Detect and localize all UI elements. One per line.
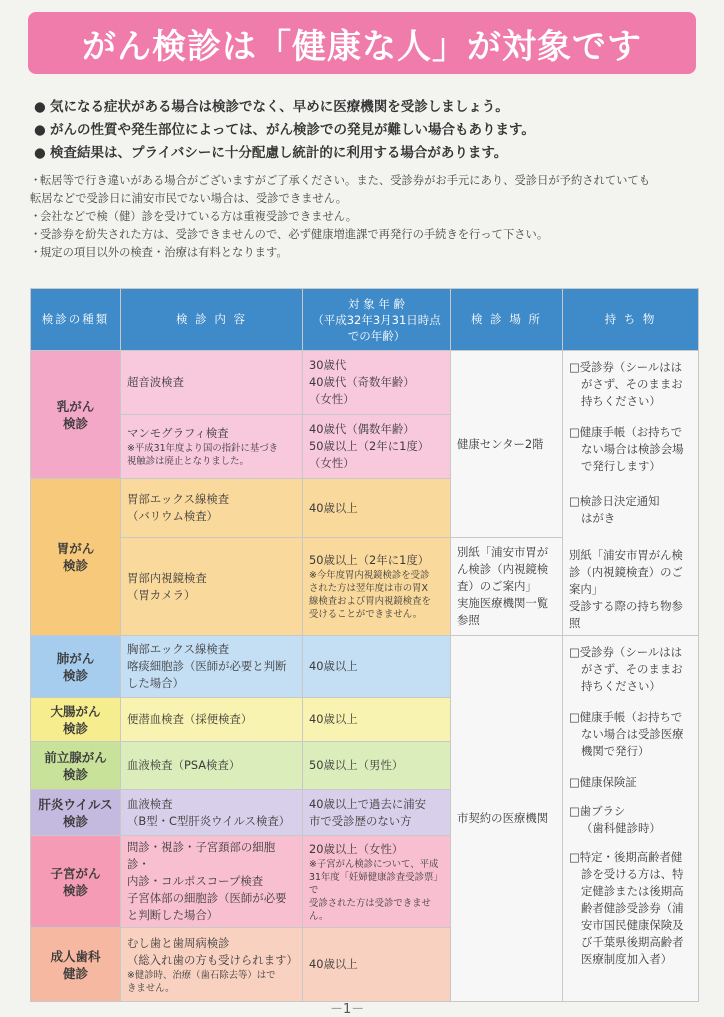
header-type: 検診の種類 bbox=[31, 289, 121, 351]
content-cell: 血液検査 （B型・C型肝炎ウイルス検査） bbox=[121, 790, 303, 836]
header-items: 持 ち 物 bbox=[563, 289, 699, 351]
header-place: 検 診 場 所 bbox=[451, 289, 563, 351]
content-cell: 胃部内視鏡検査 （胃カメラ） bbox=[121, 538, 303, 636]
content-cell: 血液検査（PSA検査） bbox=[121, 742, 303, 790]
items-bottom bbox=[563, 636, 699, 1002]
checklist-item: □特定・後期高齢者健 診を受ける方は、特 定健診または後期高 齢者健診受診券（浦 安市国民健康保険及 び千葉県後期高齢者 医療制度加入者） bbox=[569, 850, 684, 966]
key-points bbox=[34, 96, 704, 165]
checklist-item: □受診券（シールはは がさず、そのままお 持ちください） bbox=[569, 360, 683, 408]
type-colon: 大腸がん 検診 bbox=[31, 698, 121, 742]
header-age: 対 象 年 齢 （平成32年3月31日時点 での年齢） bbox=[303, 289, 451, 351]
place-clinic: 市契約の医療機関 bbox=[451, 636, 563, 1002]
place-endoscopy: 別紙「浦安市胃が ん検診（内視鏡検 査）のご案内」 実施医療機関一覧 参照 bbox=[451, 538, 563, 636]
content-cell: 問診・視診・子宮頚部の細胞診・ 内診・コルポスコープ検査 子宮体部の細胞診（医師が必要 と判断した場合） bbox=[121, 836, 303, 928]
note: ・転居等で行き違いがある場合がございますがご了承ください。また、受診券がお手元にあり、受診日が予約されていても bbox=[30, 174, 651, 187]
age-cell: 40歳以上 bbox=[303, 928, 451, 1002]
content-cell: むし歯と歯周病検診 （総入れ歯の方も受けられます） ※健診時、治療（歯石除去等）はで きません。 bbox=[121, 928, 303, 1002]
page-title: がん検診は「健康な人」が対象です bbox=[82, 26, 642, 67]
content-cell: 胸部エックス線検査 喀痰細胞診（医師が必要と判断 した場合） bbox=[121, 636, 303, 698]
title-banner bbox=[28, 12, 696, 74]
checklist-item: □受診券（シールはは がさず、そのままお 持ちください） bbox=[569, 645, 683, 693]
checklist-item: □歯ブラシ （歯科健診時） bbox=[569, 804, 661, 835]
bullet-icon: ● bbox=[34, 99, 46, 115]
type-cervical: 子宮がん 検診 bbox=[31, 836, 121, 928]
checklist-item: □健康手帳（お持ちで ない場合は受診医療 機関で発行） bbox=[569, 710, 684, 758]
key-point: ● 気になる症状がある場合は検診でなく、早めに医療機関を受診しましょう。 bbox=[34, 96, 704, 119]
type-prostate: 前立腺がん 検診 bbox=[31, 742, 121, 790]
header-content: 検 診 内 容 bbox=[121, 289, 303, 351]
note: ・規定の項目以外の検査・治療は有料となります。 bbox=[30, 246, 288, 259]
type-lung: 肺がん 検診 bbox=[31, 636, 121, 698]
age-cell: 40歳以上で過去に浦安 市で受診歴のない方 bbox=[303, 790, 451, 836]
page-number: －1－ bbox=[330, 1002, 365, 1017]
age-cell: 40歳代（偶数年齢） 50歳以上（2年に1度） （女性） bbox=[303, 415, 451, 479]
type-dental: 成人歯科 健診 bbox=[31, 928, 121, 1002]
content-cell: マンモグラフィ検査 ※平成31年度より国の指針に基づき 視触診は廃止となりました。 bbox=[121, 415, 303, 479]
age-cell: 50歳以上（男性） bbox=[303, 742, 451, 790]
age-cell: 40歳以上 bbox=[303, 698, 451, 742]
age-cell: 30歳代 40歳代（奇数年齢） （女性） bbox=[303, 351, 451, 415]
age-cell: 40歳以上 bbox=[303, 636, 451, 698]
note-continuation: 転居などで受診日に浦安市民でない場合は、受診できません。 bbox=[30, 192, 347, 205]
table-row bbox=[31, 351, 699, 415]
place-center: 健康センター2階 bbox=[451, 351, 563, 538]
checklist-item: 別紙「浦安市胃がん検 診（内視鏡検査）のご 案内」 受診する際の持ち物参 照 bbox=[569, 548, 683, 630]
table-header-row bbox=[31, 289, 699, 351]
items-top bbox=[563, 351, 699, 636]
age-cell: 40歳以上 bbox=[303, 479, 451, 538]
content-cell: 超音波検査 bbox=[121, 351, 303, 415]
screening-table bbox=[30, 288, 699, 1002]
age-cell: 50歳以上（2年に1度） ※今年度胃内視鏡検診を受診 された方は翌年度は市の胃X 線検査および胃内視鏡検査を 受けることができません。 bbox=[303, 538, 451, 636]
bullet-icon: ● bbox=[34, 122, 46, 138]
notes bbox=[30, 172, 710, 262]
content-cell: 便潜血検査（採便検査） bbox=[121, 698, 303, 742]
content-cell: 胃部エックス線検査 （バリウム検査） bbox=[121, 479, 303, 538]
checklist-item: □健康保険証 bbox=[569, 775, 637, 789]
type-hepatitis: 肝炎ウイルス 検診 bbox=[31, 790, 121, 836]
table-row bbox=[31, 636, 699, 698]
note: ・会社などで検（健）診を受けている方は重複受診できません。 bbox=[30, 210, 357, 223]
note: ・受診券を紛失された方は、受診できませんので、必ず健康増進課で再発行の手続きを行って下さい。 bbox=[30, 228, 549, 241]
age-cell: 20歳以上（女性） ※子宮がん検診について、平成 31年度「妊婦健康診査受診票」で 受診された方は受診できません。 bbox=[303, 836, 451, 928]
type-breast: 乳がん 検診 bbox=[31, 351, 121, 479]
checklist-item: □健康手帳（お持ちで ない場合は検診会場 で発行します） bbox=[569, 425, 684, 473]
key-point: ● 検査結果は、プライバシーに十分配慮し統計的に利用する場合があります。 bbox=[34, 142, 704, 165]
type-stomach: 胃がん 検診 bbox=[31, 479, 121, 636]
checklist-item: □検診日決定通知 はがき bbox=[569, 494, 660, 525]
bullet-icon: ● bbox=[34, 145, 46, 161]
key-point: ● がんの性質や発生部位によっては、がん検診での発見が難しい場合もあります。 bbox=[34, 119, 704, 142]
